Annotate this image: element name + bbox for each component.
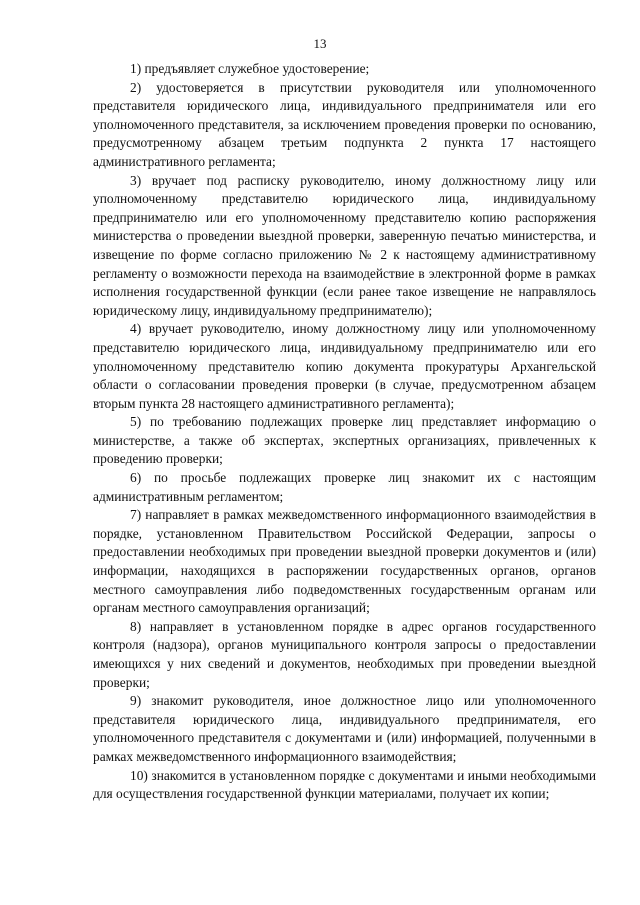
list-item-8: 8) направляет в установленном порядке в адрес органов государственного контроля (надзора), органов муниципального контроля запросы о предоставлении имеющихся у них сведений и документов, необходимых при проведении выездной проверки; — [93, 618, 596, 690]
list-item-1: 1) предъявляет служебное удостоверение; — [130, 61, 370, 76]
list-item-9: 9) знакомит руководителя, иное должностное лицо или уполномоченного представителя юридического лица, индивидуального предпринимателя, его уполномоченного представителя с документами и (или) информацией, полученными в рамках межведомственного информационного взаимодействия; — [93, 693, 596, 764]
page-number: 13 — [313, 36, 327, 51]
list-item-5: 5) по требованию подлежащих проверке лиц представляет информацию о министерстве, а также об экспертах, экспертных организациях, привлеченных к проведению проверки; — [93, 414, 596, 467]
list-item-10: 10) знакомится в установленном порядке с документами и иными необходимыми для осуществления государственной функции материалами, получает их копии; — [93, 767, 596, 802]
document-body — [93, 60, 596, 804]
list-item-3: 3) вручает под расписку руководителю, иному должностному лицу или уполномоченному представителю юридического лица, индивидуальному предпринимателю или его уполномоченному представителю копию распоряжения министерства о проведении выездной проверки, заверенную печатью министерства, и извещение по форме согласно приложению № 2 к настоящему административному регламенту о возможности перехода на взаимодействие в электронной форме в рамках исполнения государственной функции (если ранее такое извещение не направлялось юридическому лицу, индивидуальному предпринимателю); — [93, 172, 596, 318]
list-item-2: 2) удостоверяется в присутствии руководителя или уполномоченного представителя юридического лица, индивидуального предпринимателя или его уполномоченного представителя, за исключением проведения проверки по основанию, предусмотренному абзацем третьим подпункта 2 пункта 17 настоящего административного регламента; — [93, 79, 596, 169]
list-item-7: 7) направляет в рамках межведомственного информационного взаимодействия в порядке, установленном Правительством Российской Федерации, запросы о предоставлении необходимых при проведении выездной проверки документов и (или) информации, находящихся в распоряжении государственных органов, органов местного самоуправления либо подведомственных государственным органам или органам местного самоуправления организаций; — [93, 507, 596, 616]
list-item-4: 4) вручает руководителю, иному должностному лицу или уполномоченному представителю юридического лица, индивидуальному предпринимателю или его уполномоченному представителю копию документа прокуратуры Архангельской области о согласовании проведения проверки (в случае, предусмотренном абзацем вторым пункта 28 настоящего административного регламента); — [93, 321, 596, 411]
list-item-6: 6) по просьбе подлежащих проверке лиц знакомит их с настоящим административным регламентом; — [93, 470, 596, 504]
